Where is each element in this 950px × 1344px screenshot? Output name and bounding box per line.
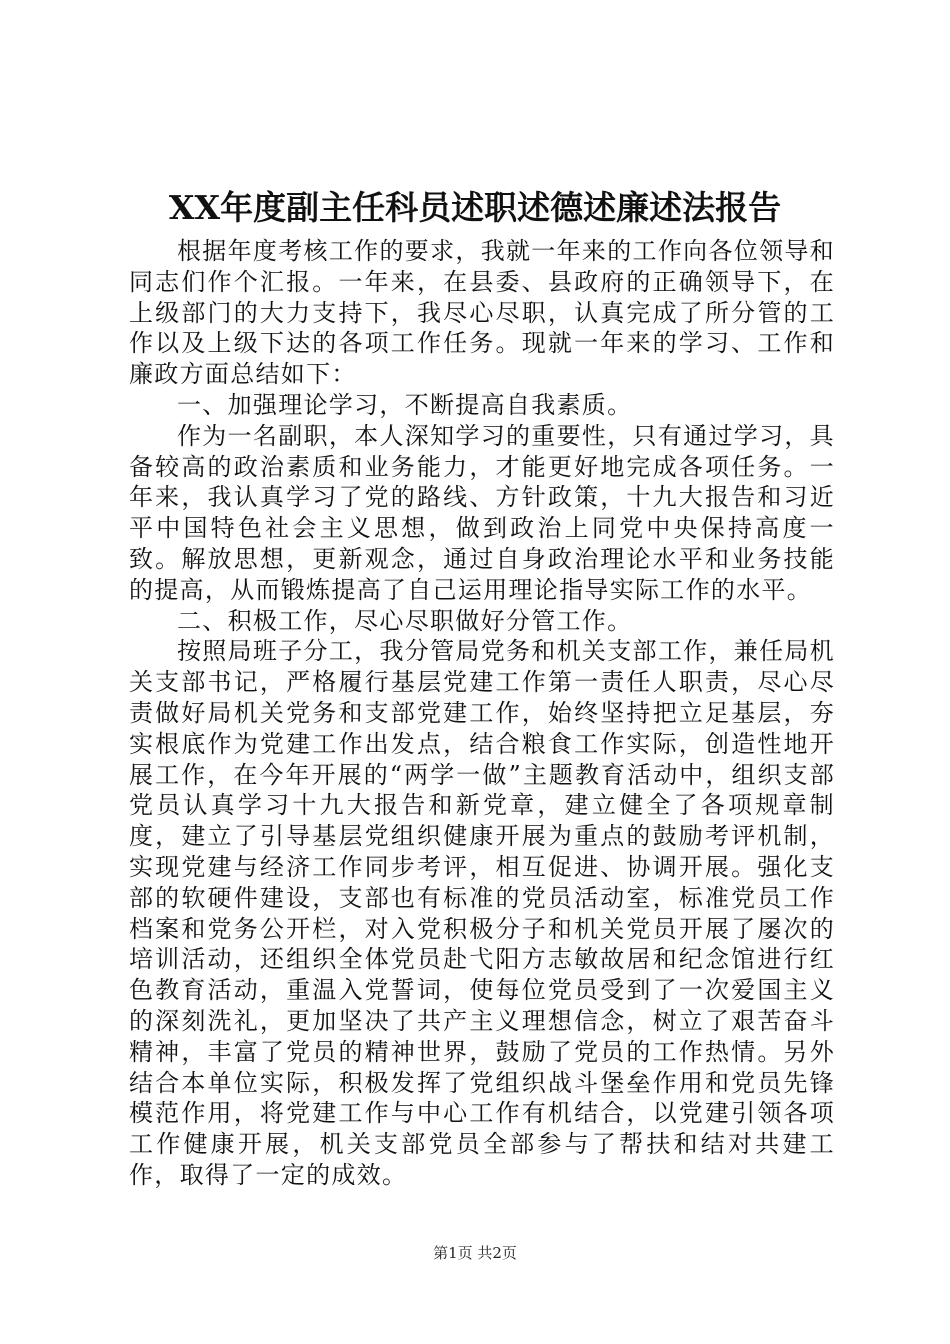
section-heading-2: 二、积极工作，尽心尽职做好分管工作。 xyxy=(177,606,633,635)
document-title: XX年度副主任科员述职述德述廉述法报告 xyxy=(168,188,782,227)
paragraph-study: 作为一名副职，本人深知学习的重要性，只有通过学习，具备较高的政治素质和业务能力，才能更好地完成各项任务。一年来，我认真学习了党的路线、方针政策，十九大报告和习近平中国特色社会主义思想，做到政治上同党中央保持高度一致。解放思想，更新观念，通过自身政治理论水平和业务技能的提高，从而锻炼提高了自己运用理论指导实际工作的水平。 xyxy=(129,421,835,604)
paragraph-intro: 根据年度考核工作的要求，我就一年来的工作向各位领导和同志们作个汇报。一年来，在县委、县政府的正确领导下，在上级部门的大力支持下，我尽心尽职，认真完成了所分管的工作以及上级下达的各项工作任务。现就一年来的学习、工作和廉政方面总结如下： xyxy=(129,237,835,389)
page-number-footer: 第1页 共2页 xyxy=(433,1244,517,1262)
section-heading-1: 一、加强理论学习，不断提高自我素质。 xyxy=(177,390,633,419)
paragraph-work: 按照局班子分工，我分管局党务和机关支部工作，兼任局机关支部书记，严格履行基层党建工作第一责任人职责，尽心尽责做好局机关党务和支部党建工作，始终坚持把立足基层，夯实根底作为党建工作出发点，结合粮食工作实际，创造性地开展工作，在今年开展的“两学一做”主题教育活动中，组织支部党员认真学习十九大报告和新党章，建立健全了各项规章制度，建立了引导基层党组织健康开展为重点的鼓励考评机制，实现党建与经济工作同步考评，相互促进、协调开展。强化支部的软硬件建设，支部也有标准的党员活动室，标准党员工作档案和党务公开栏，对入党积极分子和机关党员开展了屡次的培训活动，还组织全体党员赴弋阳方志敏故居和纪念馆进行红色教育活动，重温入党誓词，使每位党员受到了一次爱国主义的深刻洗礼，更加坚决了共产主义理想信念，树立了艰苦奋斗精神，丰富了党员的精神世界，鼓励了党员的工作热情。另外结合本单位实际，积极发挥了党组织战斗堡垒作用和党员先锋模范作用，将党建工作与中心工作有机结合，以党建引领各项工作健康开展，机关支部党员全部参与了帮扶和结对共建工作，取得了一定的成效。 xyxy=(129,637,835,1189)
document-body xyxy=(129,236,835,1191)
